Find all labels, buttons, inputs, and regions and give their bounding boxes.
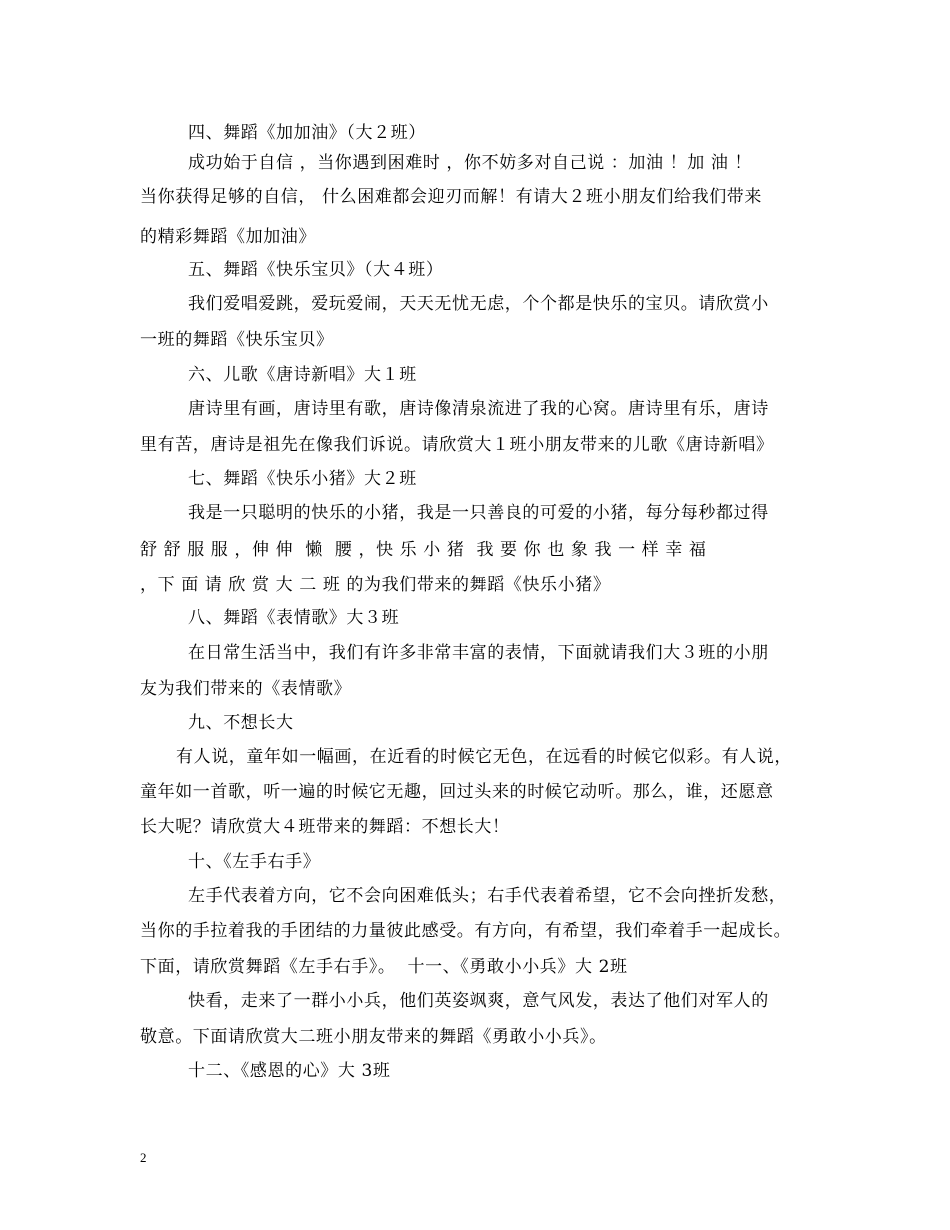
paragraph-line: 快看，走来了一群小小兵，他们英姿飒爽，意气风发，表达了他们对军人的 (188, 991, 769, 1011)
paragraph-line: 唐诗里有画，唐诗里有歌，唐诗像清泉流进了我的心窝。唐诗里有乐，唐诗 (188, 399, 769, 419)
paragraph-line: 我们爱唱爱跳，爱玩爱闹，天天无忧无虑，个个都是快乐的宝贝。请欣赏小 (188, 294, 769, 314)
page-number: 2 (140, 1150, 147, 1165)
section-heading: 八、舞蹈《表情歌》大３班 (188, 608, 400, 628)
paragraph-line: 的精彩舞蹈《加加油》 (140, 227, 316, 247)
paragraph-line: 在日常生活当中，我们有许多非常丰富的表情，下面就请我们大３班的小朋 (188, 643, 769, 663)
section-heading: 九、不想长大 (188, 713, 294, 733)
paragraph-line: 长大呢？请欣赏大４班带来的舞蹈：不想长大！ (140, 817, 510, 837)
section-heading: 十、《左手右手》 (188, 852, 321, 872)
paragraph-line: 友为我们带来的《表情歌》 (140, 679, 352, 699)
paragraph-line: 有人说，童年如一幅画，在近看的时候它无色，在远看的时候它似彩。有人说， (176, 747, 792, 767)
paragraph-line: ，下 面 请 欣 赏 大 二 班 的为我们带来的舞蹈《快乐小猪》 (140, 575, 611, 595)
section-heading: 六、儿歌《唐诗新唱》大１班 (188, 365, 417, 385)
section-heading: 五、舞蹈《快乐宝贝》（大４班） (188, 260, 444, 280)
paragraph-line: 我是一只聪明的快乐的小猪，我是一只善良的可爱的小猪，每分每秒都过得 (188, 503, 769, 523)
section-heading: 七、舞蹈《快乐小猪》大２班 (188, 469, 417, 489)
paragraph-line: 成功始于自信 ，当你遇到困难时 ，你不妨多对自己说 ：加油 ！加 油 ！ (188, 153, 753, 173)
paragraph-line: 当你的手拉着我的手团结的力量彼此感受。有方向，有希望，我们牵着手一起成长。 (140, 921, 792, 941)
section-heading: 十二、《感恩的心》大 3班 (188, 1061, 391, 1081)
paragraph-line: 童年如一首歌，听一遍的时候它无趣，回过头来的时候它动听。那么，谁，还愿意 (140, 782, 774, 802)
paragraph-line: 舒 舒 服 服 ，伸 伸 懒 腰 ，快 乐 小 猪 我 要 你 也 象 我 一 样 幸 福 (140, 540, 707, 560)
paragraph-line: 敬意。下面请欣赏大二班小朋友带来的舞蹈《勇敢小小兵》。 (140, 1027, 607, 1047)
paragraph-line: 里有苦，唐诗是祖先在像我们诉说。请欣赏大１班小朋友带来的儿歌《唐诗新唱》 (140, 435, 774, 455)
paragraph-line: 左手代表着方向，它不会向困难低头；右手代表着希望，它不会向挫折发愁， (188, 886, 787, 906)
paragraph-line: 当你获得足够的自信， 什么困难都会迎刃而解！有请大２班小朋友们给我们带来 (140, 187, 763, 207)
paragraph-line: 下面，请欣赏舞蹈《左手右手》。 十一、《勇敢小小兵》大 2班 (140, 957, 628, 977)
paragraph-line: 一班的舞蹈《快乐宝贝》 (140, 330, 334, 350)
section-heading: 四、舞蹈《加加油》（大２班） (188, 123, 426, 143)
